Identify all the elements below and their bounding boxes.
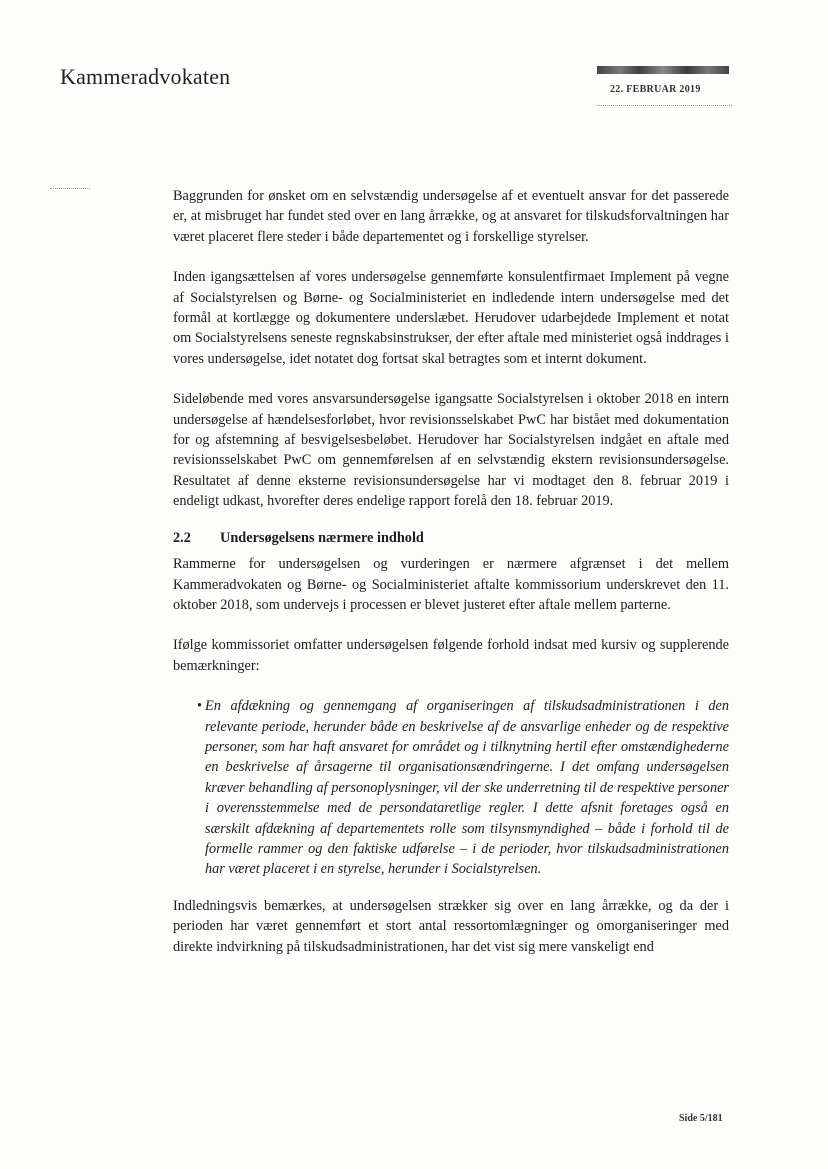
body-text	[173, 186, 729, 977]
document-date: 22. FEBRUAR 2019	[610, 84, 701, 95]
paragraph-framework: Rammerne for undersøgelsen og vurderingen er nærmere afgrænset i det mellem Kammeradvokaten og Børne- og Socialministeriet aftalte kommissorium underskrevet den 11. oktober 2018, som undervejs i processen er blevet justeret efter aftale mellem parterne.	[173, 556, 729, 613]
date-divider	[597, 105, 732, 106]
margin-divider	[50, 188, 90, 189]
bullet-icon: •	[197, 698, 203, 715]
paragraph-background: Baggrunden for ønsket om en selvstændig undersøgelse af et eventuelt ansvar for det passerede er, at misbruget har fundet sted over en lang årrække, og at ansvaret for tilskudsforvaltningen har været placeret flere steder i både departementet og i forskellige styrelser.	[173, 188, 729, 245]
page-number: Side 5/181	[679, 1113, 723, 1124]
list-item	[173, 696, 729, 880]
paragraph-implement: Inden igangsættelsen af vores undersøgelse gennemførte konsulentfirmaet Implement på vegne af Socialstyrelsen og Børne- og Socialministeriet en indledende intern undersøgelse med det formål at kortlægge og dokumentere underslæbet. Herudover udarbejdede Implement et notat om Socialstyrelsens seneste regnskabsinstrukser, der efter aftale med ministeriet også inddrages i vores undersøgelse, idet notatet dog fortsat skal betragtes som et internt dokument.	[173, 269, 729, 367]
mandate-list	[173, 696, 729, 880]
paragraph-preliminary-remark: Indledningsvis bemærkes, at undersøgelsen strækker sig over en lang årrække, og da der i perioden har været gennemført et stort antal ressortomlægninger og omorganiseringer med direkte indvirkning på tilskudsadministrationen, har det vist sig mere vanskeligt end	[173, 897, 729, 955]
section-heading	[173, 528, 729, 548]
paragraph-mandate-intro: Ifølge kommissoriet omfatter undersøgelsen følgende forhold indsat med kursiv og supplerende bemærkninger:	[173, 637, 729, 674]
section-title: Undersøgelsens nærmere indhold	[220, 529, 424, 546]
mandate-text: En afdækning og gennemgang af organiseringen af tilskudsadministrationen i den relevante periode, herunder både en beskrivelse af de ansvarlige enheder og de respektive personer, som har haft ansvaret for området og i tilknytning hertil efter omstændighederne en beskrivelse af årsagerne til organisationsændringerne. I det omfang undersøgelsen kræver behandling af personoplysninger, vil der ske underretning til de respektive personer i overensstemmelse med de persondataretlige regler. I dette afsnit foretages også en særskilt afdækning af departementets rolle som tilsynsmyndighed – både i forhold til de formelle rammer og den faktiske udførelse – i de perioder, hvor tilskudsadministrationen har været placeret i en styrelse, herunder i Socialstyrelsen.	[205, 698, 729, 878]
section-number: 2.2	[173, 529, 191, 546]
header-stamp-bar	[597, 66, 729, 74]
paragraph-parallel-investigation: Sideløbende med vores ansvarsundersøgelse igangsatte Socialstyrelsen i oktober 2018 en intern undersøgelse af hændelsesforløbet, hvor revisionsselskabet PwC har bistået med dokumentation for og afstemning af besvigelsesbeløbet. Herudover har Socialstyrelsen indgået en aftale med revisionsselskabet PwC om gennemførelsen af en selvstændig ekstern revisionsundersøgelse. Resultatet af denne eksterne revisionsundersøgelse har vi modtaget den 8. februar 2019 i endeligt udkast, hvorefter deres endelige rapport forelå den 18. februar 2019.	[173, 391, 729, 510]
brand-name: Kammeradvokaten	[60, 64, 231, 89]
